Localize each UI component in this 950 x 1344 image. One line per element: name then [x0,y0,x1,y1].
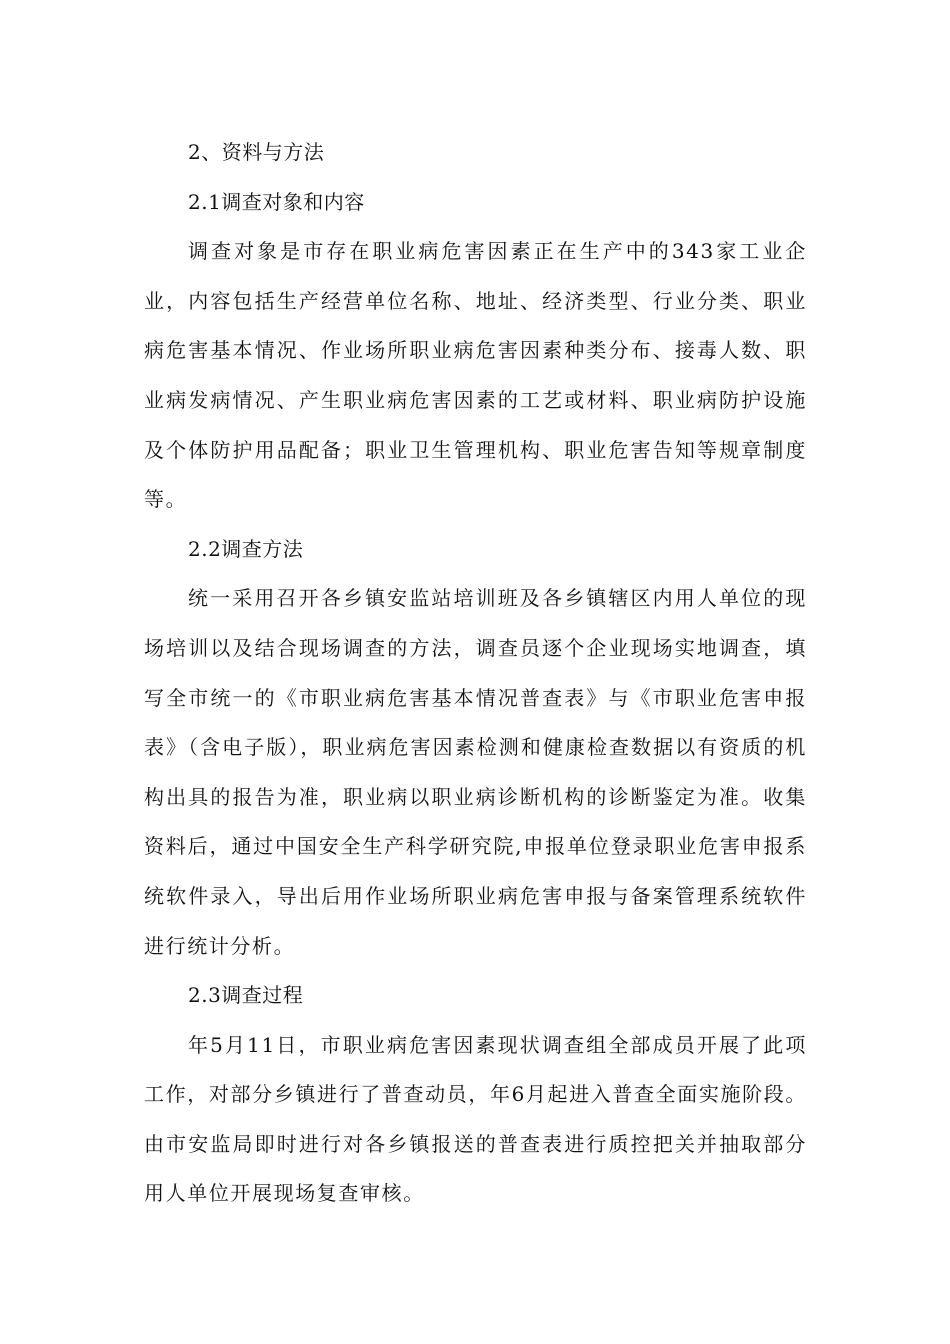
section-heading-materials-methods: 2、资料与方法 [188,140,325,164]
paragraph-survey-process: 年5月11日，市职业病危害因素现状调查组全部成员开展了此项工作，对部分乡镇进行了普查动员，年6月起进入普查全面实施阶段。由市安监局即时进行对各乡镇报送的普查表进行质控把关并抽取部分用人单位开展现场复查审核。 [144,1032,807,1206]
section-heading-survey-process: 2.3调查过程 [188,983,304,1008]
section-heading-survey-methods: 2.2调查方法 [188,536,304,561]
paragraph-survey-subjects: 调查对象是市存在职业病危害因素正在生产中的343家工业企业，内容包括生产经营单位名称、地址、经济类型、行业分类、职业病危害基本情况、作业场所职业病危害因素种类分布、接毒人数、职业病发病情况、产生职业病危害因素的工艺或材料、职业病防护设施及个体防护用品配备；职业卫生管理机构、职业危害告知等规章制度等。 [144,239,807,512]
paragraph-survey-methods: 统一采用召开各乡镇安监站培训班及各乡镇辖区内用人单位的现场培训以及结合现场调查的方法，调查员逐个企业现场实地调查，填写全市统一的《市职业病危害基本情况普查表》与《市职业危害申报表》（含电子版），职业病危害因素检测和健康检查数据以有资质的机构出具的报告为准，职业病以职业病诊断机构的诊断鉴定为准。收集资料后，通过中国安全生产科学研究院,申报单位登录职业危害申报系统软件录入，导出后用作业场所职业病危害申报与备案管理系统软件进行统计分析。 [144,586,807,958]
section-heading-survey-subjects: 2.1调查对象和内容 [188,189,365,214]
document-body [144,128,807,1219]
